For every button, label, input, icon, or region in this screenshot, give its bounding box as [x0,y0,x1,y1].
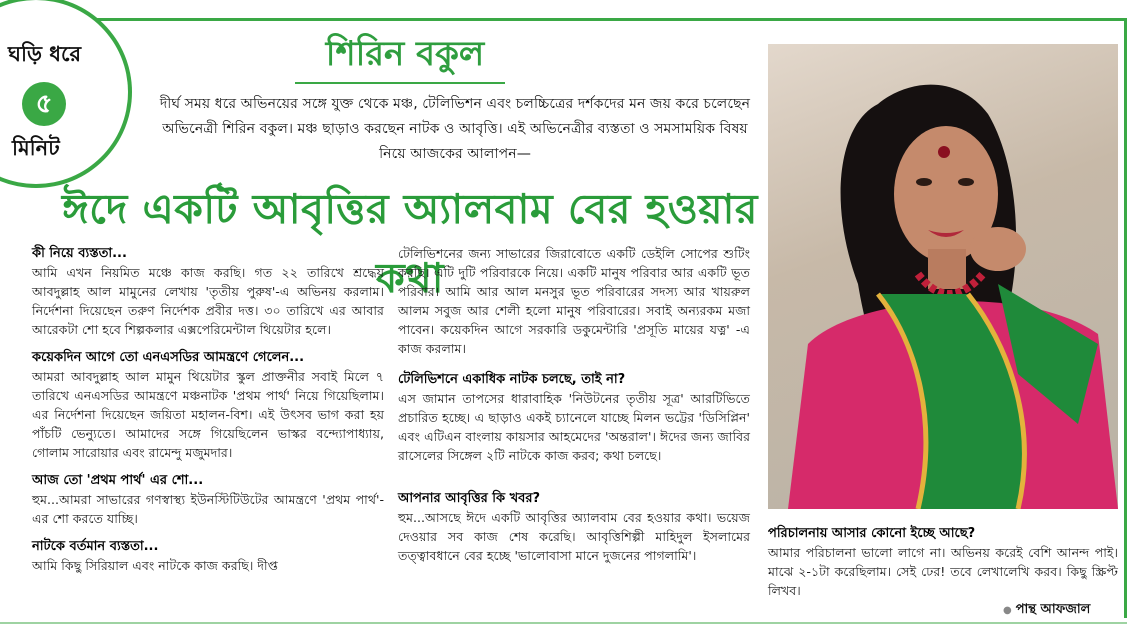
bullet-icon: ● [1003,605,1012,616]
answer-paragraph: আমি এখন নিয়মিত মঞ্চে কাজ করছি। গত ২২ তারিখে শ্রদ্ধেয় আবদুল্লাহ আল মামুনের লেখায় 'তৃতীয় পুরুষ'-এ অভিনয় করলাম। নির্দেশনা দিয়েছেন তরুণ নির্দেশক প্রবীর দত্ত। ৩০ তারিখে এর আবার আরেকটা শো হবে শিল্পকলার এক্সপেরিমেন্টাল থিয়েটার হলে। [32,265,384,337]
badge-top-text: ঘড়ি ধরে [8,41,82,66]
answer-paragraph: হুম...আমরা সাভারের গণস্বাস্থ্য ইউনস্টিটিউটের আমন্ত্রণে 'প্রথম পার্থ'-এর শো করতে যাচ্ছি। [32,492,384,526]
question-heading: কয়েকদিন আগে তো এনএসডির আমন্ত্রণে গেলেন... [32,350,305,365]
question-heading: আপনার আবৃত্তির কি খবর? [398,491,541,506]
byline-name: পান্থ আফজাল [1015,602,1091,617]
bottom-border-rule [0,622,1127,624]
question-heading: টেলিভিশনে একাধিক নাটক চলছে, তাই না? [398,372,626,387]
answer-paragraph: এস জামান তাপসের ধারাবাহিক 'নিউটনের তৃতীয় সূত্র' আরটিভিতে প্রচারিত হচ্ছে। এ ছাড়াও একই চ্যানেলে যাচ্ছে মিলন ভট্টের 'ডিসিপ্লিন' এবং এটিএন বাংলায় কায়সার আহমেদের 'অন্তরাল'। ঈদের জন্য জাবির রাসেলের সিঙ্গেল ২টি নাটকে কাজ করব; কথা চলছে। [398,391,750,463]
badge-number: ৫ [22,82,66,126]
intro-paragraph: দীর্ঘ সময় ধরে অভিনয়ের সঙ্গে যুক্ত থেকে মঞ্চ, টেলিভিশন এবং চলচ্চিত্রের দর্শকদের মন জয় করে চলেছেন অভিনেত্রী শিরিন বকুল। মঞ্চ ছাড়াও করছেন নাটক ও আবৃত্তি। এই অভিনেত্রীর ব্যস্ততা ও সমসাময়িক বিষয় নিয়ে আজকের আলাপন— [159,96,751,162]
question-heading: কী নিয়ে ব্যস্ততা... [32,246,127,261]
article-column-1 [32,244,384,575]
article-headline: ঈদে একটি আবৃত্তির অ্যালবাম বের হওয়ার কথা [62,185,758,302]
answer-paragraph: হুম...আসছে ঈদে একটি আবৃত্তির অ্যালবাম বের হওয়ার কথা। ভয়েজ দেওয়ার সব কাজ শেষ করেছি। আবৃত্তিশিল্পী মাহিদুল ইসলামের তত্ত্বাবধানে বের হচ্ছে 'ভালোবাসা মানে দুজনের পাগলামি'। [398,510,750,563]
answer-paragraph: আমরা আবদুল্লাহ আল মামুন থিয়েটার স্কুল প্রাক্তনীর সবাই মিলে ৭ তারিখে এনএসডির আমন্ত্রণে মঞ্চনাটক 'প্রথম পার্থ' নিয়ে গিয়েছিলাম। এর নির্দেশনা দিয়েছেন জয়িতা মহালন-বিশ। এই উৎসব ভাগ করা হয় পাঁচটি ভেন্যুতে। আমাদের সঙ্গে গিয়েছিলেন ভাস্কর বন্দ্যোপাধ্যায়, গোলাম সারোয়ার এবং রামেন্দু মজুমদার। [32,369,384,460]
interviewee-name: শিরিন বকুল [325,34,485,74]
right-border-rule [1124,18,1127,618]
question-heading: আজ তো 'প্রথম পার্থ' এর শো... [32,473,204,488]
portrait-illustration [768,44,1118,509]
byline [1003,600,1090,621]
article-column-2 [398,244,750,565]
top-border-rule [96,18,1126,21]
answer-paragraph: আমি কিছু সিরিয়াল এবং নাটকে কাজ করছি। দীপ্ত [32,558,278,573]
portrait-photo [768,44,1118,509]
answer-paragraph: আমার পরিচালনা ভালো লাগে না। অভিনয় করেই বেশি আনন্দ পাই। মাঝে ২-১টা করেছিলাম। সেই ঢের! তবে লেখালেখি করব। কিছু স্ক্রিপ্ট লিখব। [768,545,1118,598]
name-underline [295,82,505,84]
article-column-3 [768,524,1118,600]
badge-bottom-text: মিনিট [12,135,60,160]
question-heading: পরিচালনায় আসার কোনো ইচ্ছে আছে? [768,526,976,541]
answer-paragraph: টেলিভিশনের জন্য সাভারের জিরাবোতে একটি ডেইলি সোপের শুটিং করছি। এটি দুটি পরিবারকে নিয়ে। একটি মানুষ পরিবার আর একটি ভূত পরিবার। আমি আর আল মনসুর ভূত পরিবারের সদস্য আর খায়রুল আলম সবুজ আর শেলী হলো মানুষ পরিবারের। সবাই অন্যরকম মজা পাবেন। কয়েকদিন আগে সরকারি ডকুমেন্টারি 'প্রসূতি মায়ের যত্ন' -এ কাজ করলাম। [398,246,750,356]
question-heading: নাটকে বর্তমান ব্যস্ততা... [32,539,159,554]
